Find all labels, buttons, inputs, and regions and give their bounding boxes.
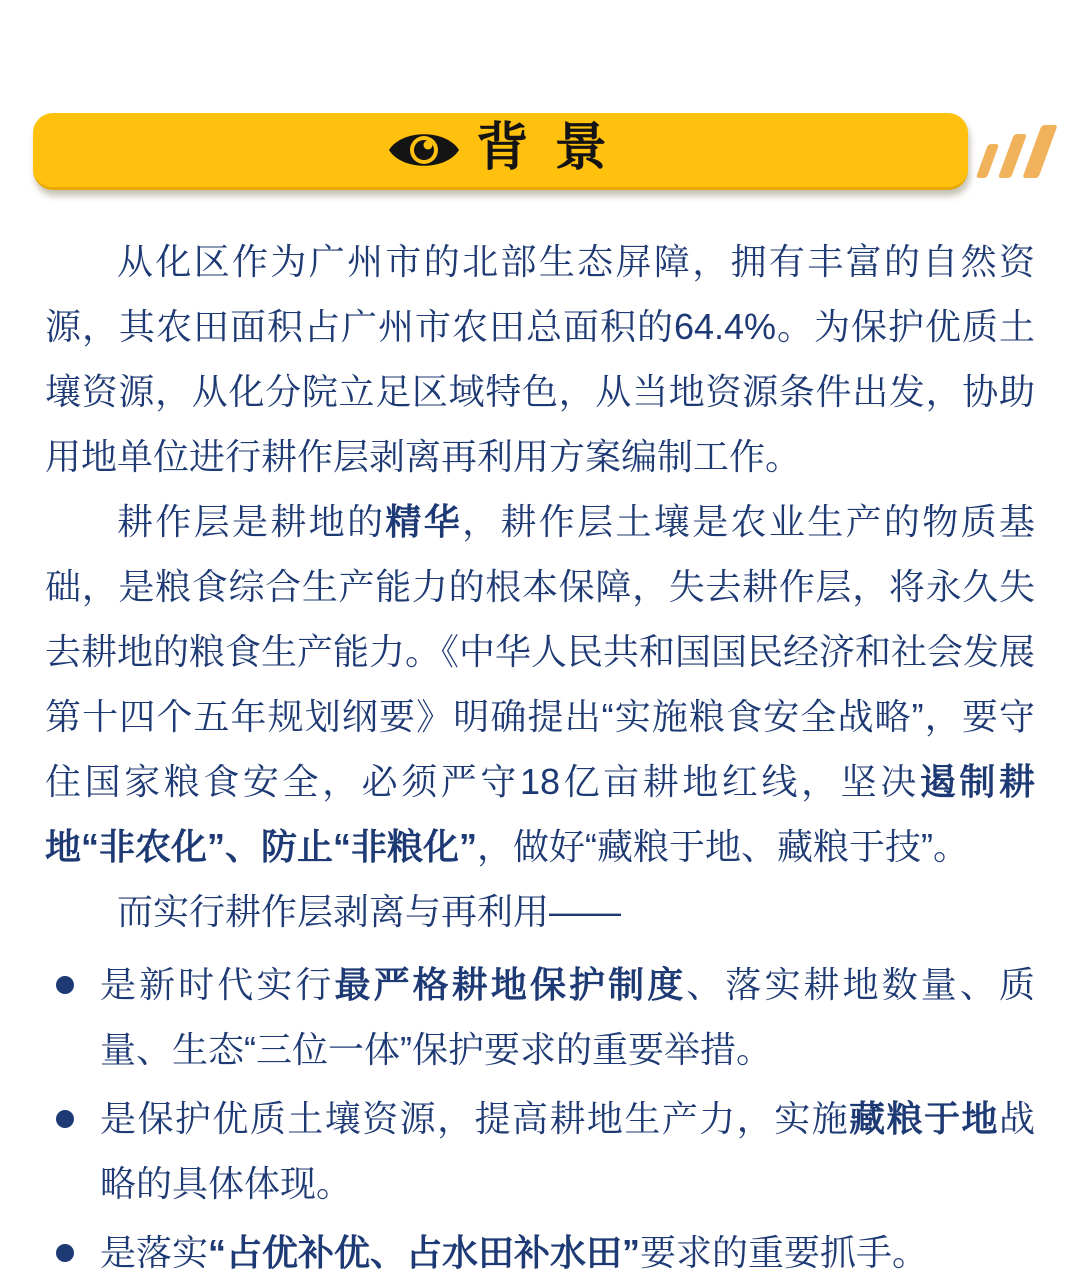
body-content [45, 229, 1035, 1284]
text-segment: 战略的具体体现。 [100, 1098, 1035, 1204]
text-segment: 而实行耕作层剥离与再利用—— [117, 891, 622, 932]
text-segment: 是保护优质土壤资源，提高耕地生产力，实施 [100, 1098, 850, 1139]
text-segment: 耕作层是耕地的 [117, 501, 386, 542]
slash-icon [976, 144, 999, 178]
text-segment: ，耕作层土壤是农业生产的物质基础，是粮食综合生产能力的根本保障，失去耕作层，将永久失去耕地的粮食生产能力。《中华人民共和国国民经济和社会发展第十四个五年规划纲要》明确提出“实施粮食安全战略”，要守住国家粮食安全，必须严守18亿亩耕地红线，坚决 [45, 501, 1036, 802]
list-item [45, 1220, 1035, 1284]
text-segment: 是新时代实行 [100, 964, 335, 1005]
slash-icon [998, 134, 1027, 178]
text-segment: 、落实耕地数量、质量、生态“三位一体”保护要求的重要举措。 [100, 964, 1035, 1070]
text-segment: 是落实 [100, 1232, 209, 1273]
slash-icon [1022, 125, 1057, 178]
paragraph [45, 879, 1035, 944]
bullet-list [45, 952, 1035, 1284]
text-segment: 从化区作为广州市的北部生态屏障，拥有丰富的自然资源，其农田面积占广州市农田总面积的64.4%。为保护优质土壤资源，从化分院立足区域特色，从当地资源条件出发，协助用地单位进行耕作层剥离再利用方案编制工作。 [45, 241, 1035, 477]
emphasis-text: 遏制耕地“非农化”、防止“非粮化” [45, 761, 1035, 867]
text-segment: 要求的重要抓手。 [640, 1232, 929, 1273]
decorative-slashes-icon [982, 120, 1048, 178]
section-header-banner [33, 113, 968, 190]
emphasis-text: 藏粮于地 [849, 1098, 999, 1139]
emphasis-text: 精华 [385, 501, 463, 542]
list-item [45, 1086, 1035, 1216]
section-title: 背 景 [476, 119, 613, 177]
eye-icon [388, 126, 460, 174]
emphasis-text: 最严格耕地保护制度 [334, 964, 687, 1005]
paragraph [45, 489, 1035, 879]
paragraph [45, 229, 1035, 489]
text-segment: ，做好“藏粮于地、藏粮于技”。 [477, 826, 969, 867]
emphasis-text: “占优补优、占水田补水田” [208, 1232, 641, 1273]
list-item [45, 952, 1035, 1082]
